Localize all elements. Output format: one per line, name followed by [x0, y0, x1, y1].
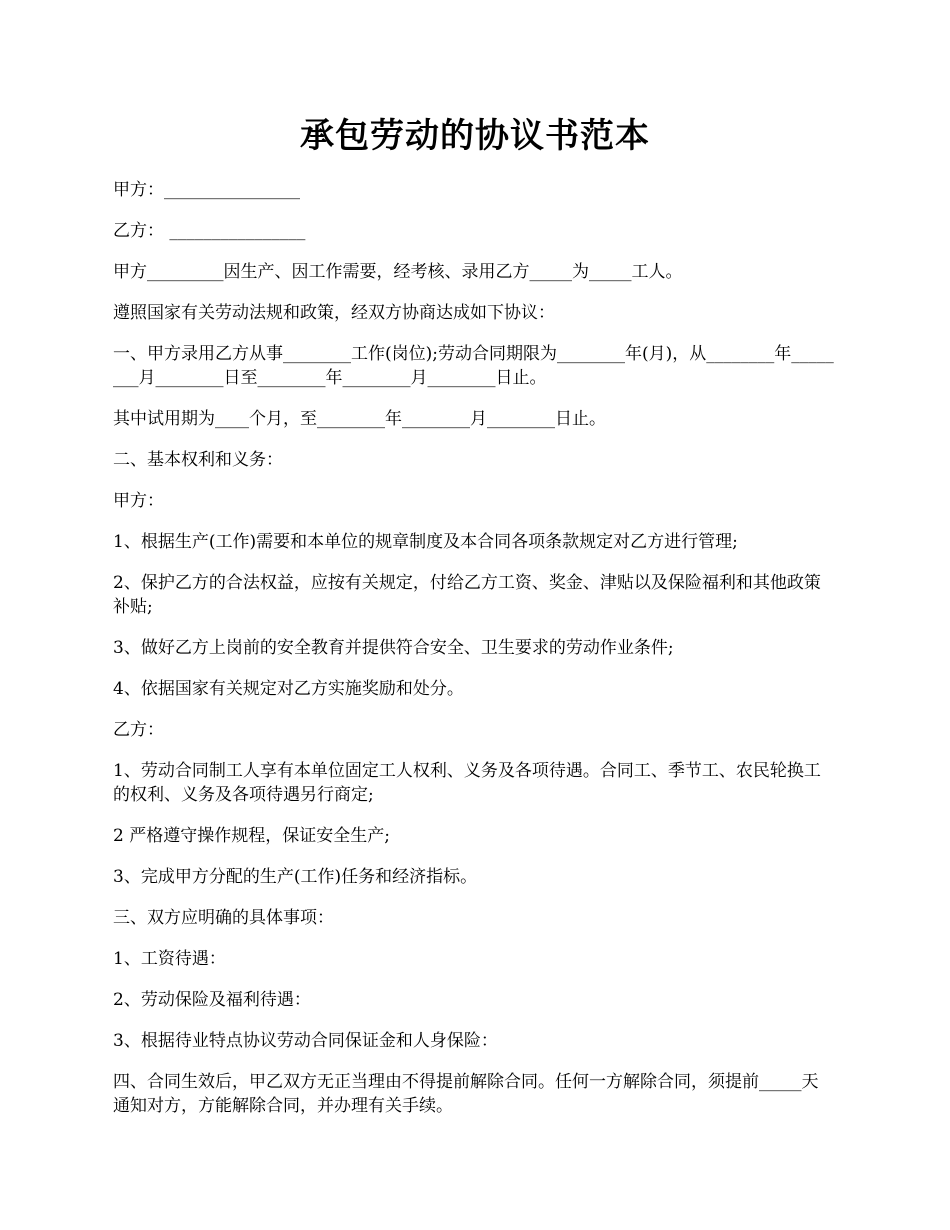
- section-1-term: 一、甲方录用乙方从事________工作(岗位);劳动合同期限为________年(月)，从________年________月________日至________年________月________日止。: [113, 344, 834, 388]
- section-3-item-3: 3、根据待业特点协议劳动合同保证金和人身保险：: [113, 1031, 498, 1051]
- section-3-item-1: 1、工资待遇：: [113, 949, 226, 969]
- hiring-statement: 甲方_________因生产、因工作需要，经考核、录用乙方_____为_____工人。: [113, 262, 683, 282]
- party-a-item-4: 4、依据国家有关规定对乙方实施奖励和处分。: [113, 679, 464, 699]
- party-b-item-3: 3、完成甲方分配的生产(工作)任务和经济指标。: [113, 867, 478, 887]
- agreement-preamble: 遵照国家有关劳动法规和政策，经双方协商达成如下协议：: [113, 303, 555, 323]
- party-b-line: 乙方： ________________: [113, 221, 306, 241]
- party-a-item-1: 1、根据生产(工作)需要和本单位的规章制度及本合同各项条款规定对乙方进行管理;: [113, 532, 738, 552]
- party-a-line: 甲方：________________: [113, 180, 300, 200]
- document-title: 承包劳动的协议书范本: [300, 116, 650, 156]
- party-b-item-2: 2 严格遵守操作规程，保证安全生产;: [113, 826, 390, 846]
- party-a-item-2: 2、保护乙方的合法权益，应按有关规定，付给乙方工资、奖金、津贴以及保险福利和其他政策补贴;: [113, 573, 821, 617]
- party-b-item-1: 1、劳动合同制工人享有本单位固定工人权利、义务及各项待遇。合同工、季节工、农民轮换工的权利、义务及各项待遇另行商定;: [113, 761, 821, 805]
- party-a-item-3: 3、做好乙方上岗前的安全教育并提供符合安全、卫生要求的劳动作业条件;: [113, 638, 674, 658]
- document-body: [113, 178, 835, 1135]
- section-4-termination: 四、合同生效后，甲乙双方无正当理由不得提前解除合同。任何一方解除合同，须提前_____天通知对方，方能解除合同，并办理有关手续。: [113, 1072, 819, 1116]
- party-b-subheading: 乙方：: [113, 720, 164, 740]
- party-a-subheading: 甲方：: [113, 491, 164, 511]
- section-3-item-2: 2、劳动保险及福利待遇：: [113, 990, 311, 1010]
- probation-period: 其中试用期为____个月，至________年________月________日止。: [113, 409, 606, 429]
- section-3-heading: 三、双方应明确的具体事项：: [113, 908, 334, 928]
- section-2-heading: 二、基本权利和义务：: [113, 450, 283, 470]
